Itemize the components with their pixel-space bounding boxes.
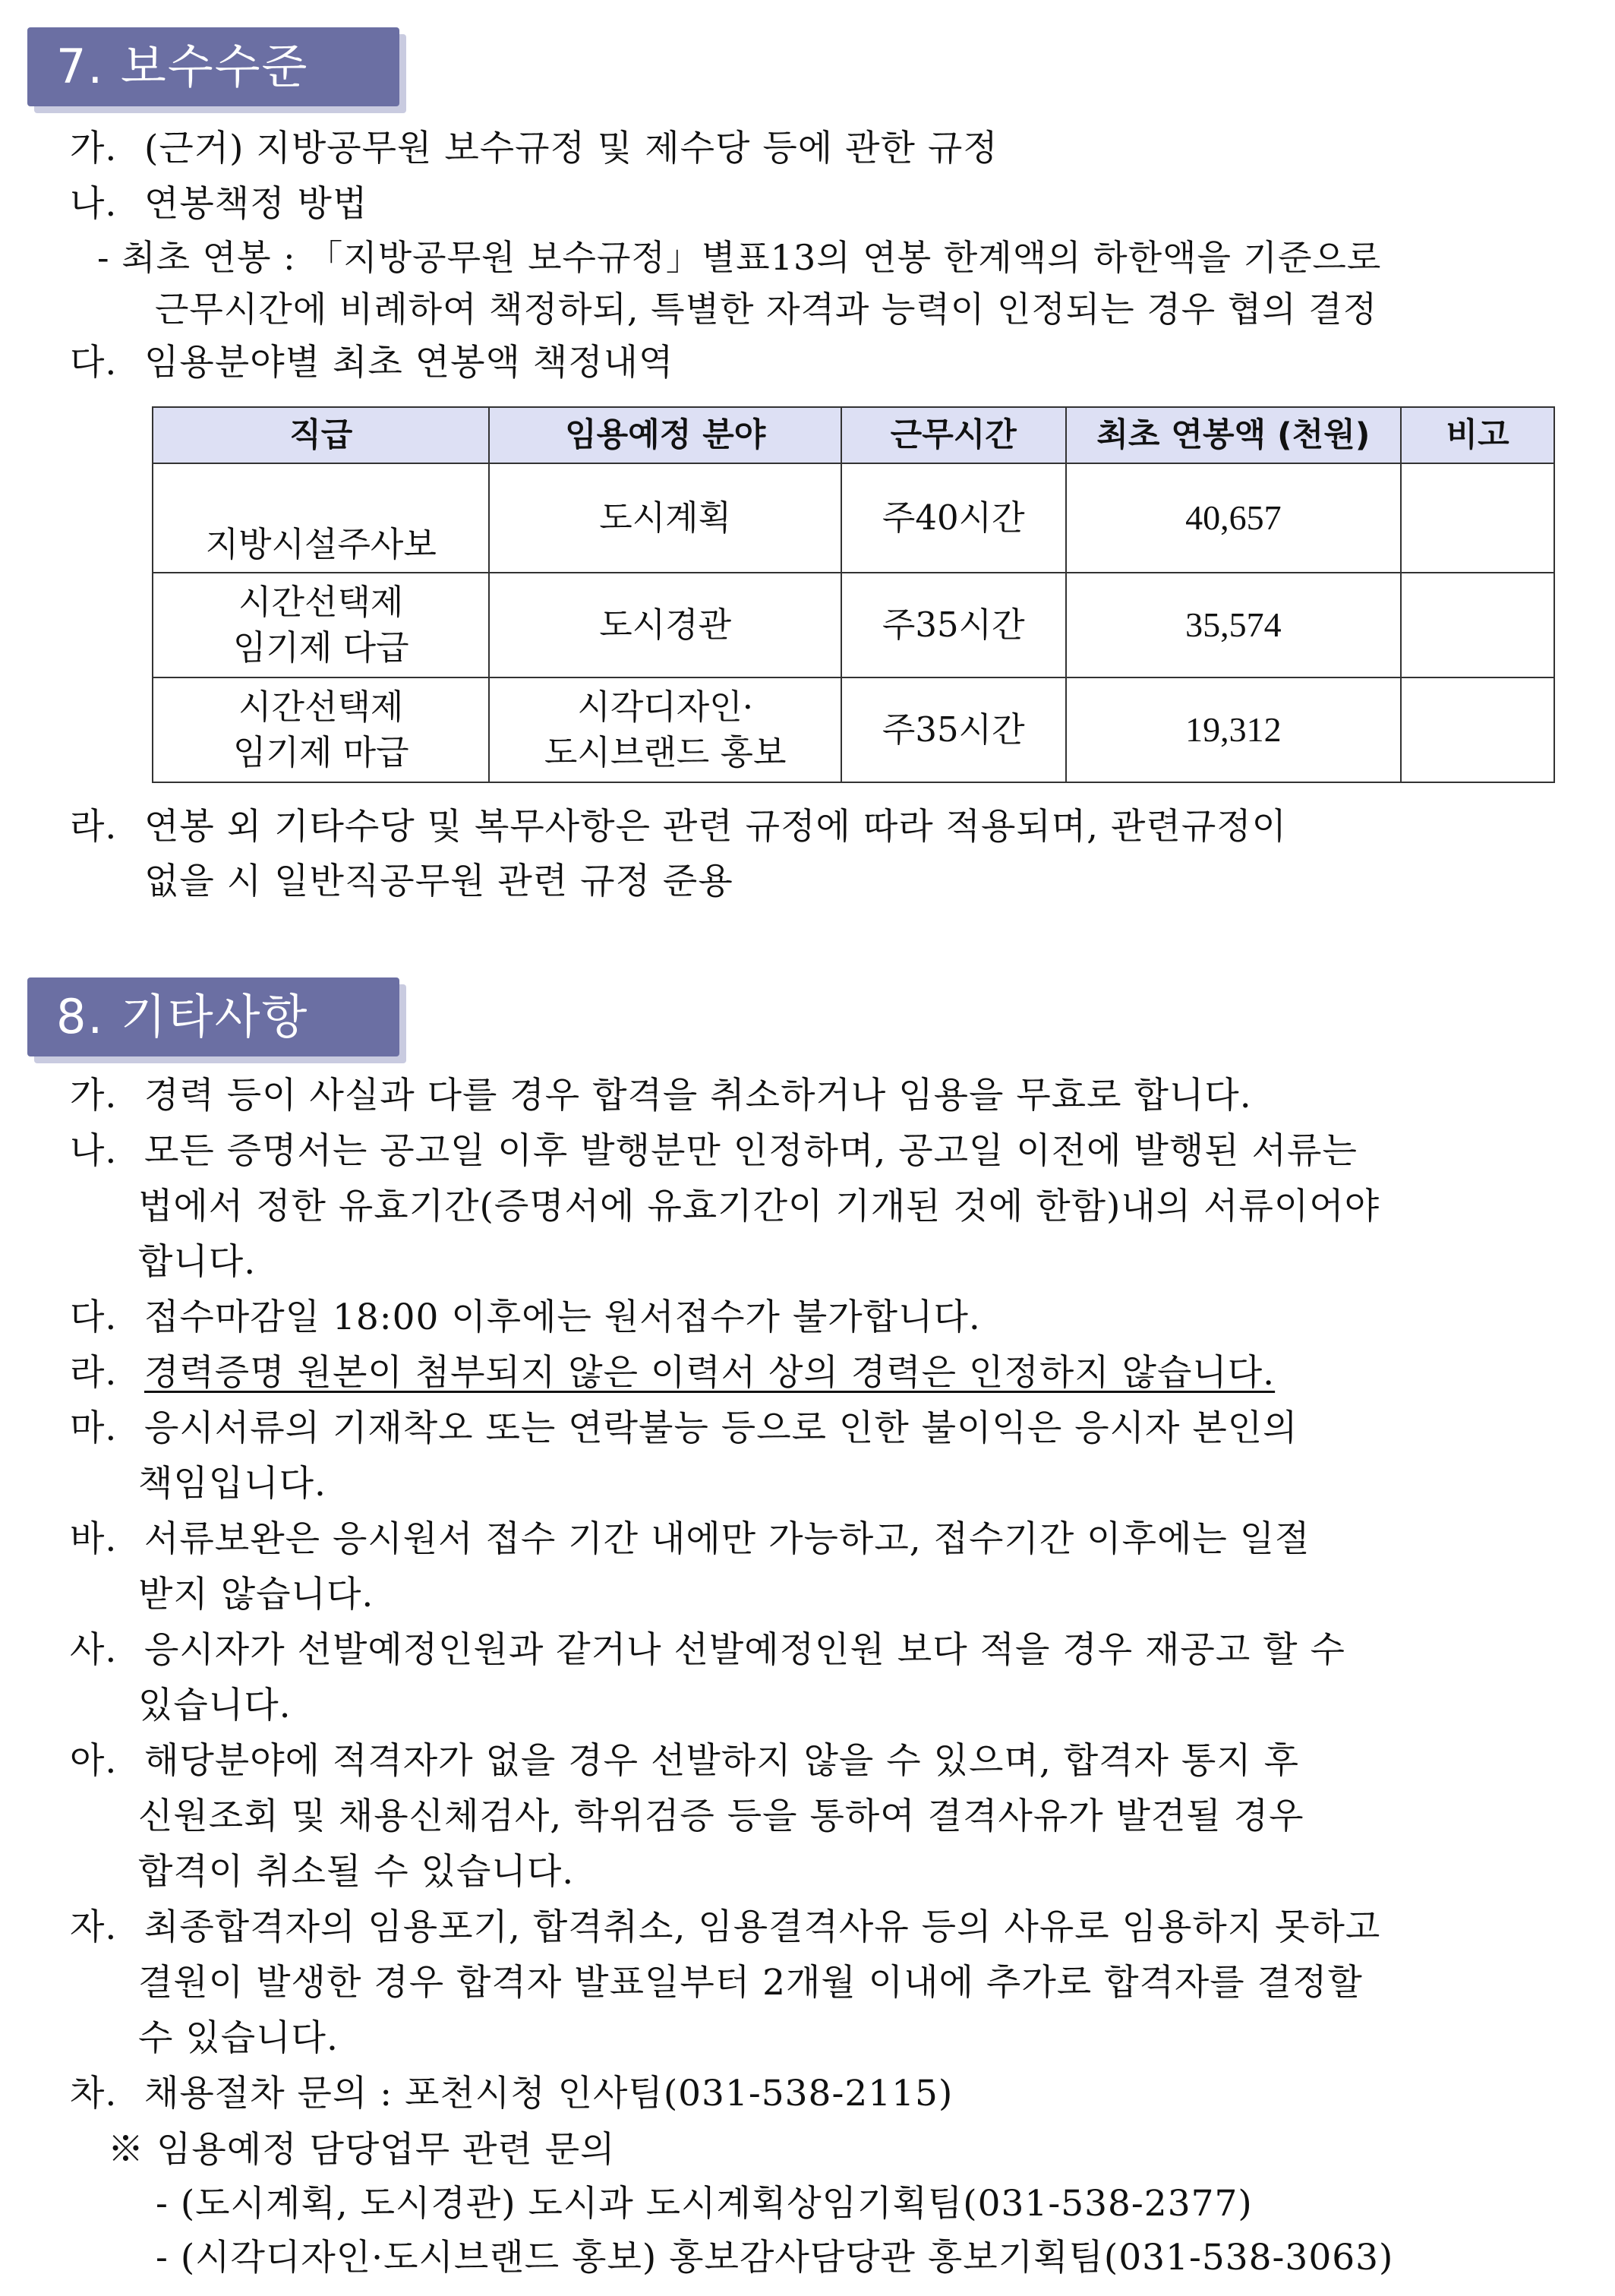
s8-item-line-continued: 책임입니다. <box>138 1463 326 1505</box>
s8-item-line-continued: 받지 않습니다. <box>138 1574 374 1615</box>
cell-salary: 19,312 <box>1066 677 1402 782</box>
item-marker: 마. <box>70 1407 118 1449</box>
item-marker: 자. <box>70 1906 118 1948</box>
col-header-field: 임용예정 분야 <box>489 407 841 463</box>
s8-item-line-first <box>70 1903 1380 1953</box>
cell-grade <box>153 573 489 677</box>
s7-bullet-line-2: 근무시간에 비례하여 책정하되, 특별한 자격과 능력이 인정되는 경우 협의 결정 <box>155 289 1378 330</box>
cell-grade-line-1: 시간선택제 <box>238 582 404 622</box>
item-marker: 라. <box>70 1352 118 1394</box>
s8-contact-1: - (도시계획, 도시경관) 도시과 도시계획상임기획팀(031-538-2377) <box>156 2183 1253 2225</box>
s8-item-line-continued: 신원조회 및 채용신체검사, 학위검증 등을 통하여 결격사유가 발견될 경우 <box>138 1795 1304 1837</box>
s8-item-line-continued: 수 있습니다. <box>138 2017 339 2059</box>
item-text: 임용분야별 최초 연봉액 책정내역 <box>144 342 674 384</box>
cell-grade-line-1: 시간선택제 <box>238 687 404 727</box>
table-row <box>153 573 1554 677</box>
col-header-salary: 최초 연봉액 (천원) <box>1066 407 1402 463</box>
item-text: 모든 증명서는 공고일 이후 발행분만 인정하며, 공고일 이전에 발행된 서류는 <box>144 1130 1358 1172</box>
section-7-header: 7. 보수수준 <box>27 27 399 106</box>
cell-grade <box>153 677 489 782</box>
item-text: 경력 등이 사실과 다를 경우 합격을 취소하거나 임용을 무효로 합니다. <box>144 1075 1252 1116</box>
s8-item-line-first <box>70 1293 981 1343</box>
section-8-header: 8. 기타사항 <box>27 977 399 1056</box>
item-marker: 가. <box>70 128 118 169</box>
cell-grade-line-2: 임기제 다급 <box>232 627 409 668</box>
s8-item-line-first <box>70 1126 1358 1176</box>
table-row <box>153 677 1554 782</box>
cell-hours: 주40시간 <box>841 463 1066 573</box>
salary-table <box>152 406 1555 783</box>
item-marker: 아. <box>70 1740 118 1782</box>
s8-contact-2: - (시각디자인·도시브랜드 홍보) 홍보감사담당관 홍보기획팀(031-538-3063) <box>156 2237 1394 2279</box>
s8-item-line-first <box>70 2069 953 2119</box>
s7-item-ga <box>70 124 998 174</box>
item-marker: 사. <box>70 1629 118 1671</box>
s7-item-ra-line-1 <box>70 802 1287 852</box>
item-marker: 나. <box>70 183 118 225</box>
s8-item-line-first <box>70 1404 1298 1454</box>
item-marker: 가. <box>70 1075 118 1116</box>
item-text: 접수마감일 18:00 이후에는 원서접수가 불가합니다. <box>144 1296 981 1338</box>
item-text: 최종합격자의 임용포기, 합격취소, 임용결격사유 등의 사유로 임용하지 못하고 <box>144 1906 1381 1948</box>
s8-item-line-continued: 있습니다. <box>138 1685 292 1726</box>
cell-note <box>1401 677 1554 782</box>
item-text: 연봉 외 기타수당 및 복무사항은 관련 규정에 따라 적용되며, 관련규정이 <box>144 806 1288 848</box>
cell-grade-line-1: 지방시설주사보 <box>205 524 437 564</box>
cell-field-line-2: 도시브랜드 홍보 <box>544 732 787 772</box>
item-marker: 바. <box>70 1518 118 1560</box>
cell-field <box>489 677 841 782</box>
cell-note <box>1401 573 1554 677</box>
s8-item-line-continued: 합격이 취소될 수 있습니다. <box>138 1851 575 1893</box>
s8-item-line-continued: 법에서 정한 유효기간(증명서에 유효기간이 기개된 것에 한함)내의 서류이어야 <box>138 1186 1380 1227</box>
cell-field-line-1: 시각디자인· <box>577 687 754 727</box>
table-row <box>153 463 1554 573</box>
item-marker: 다. <box>70 342 118 384</box>
s7-item-da <box>70 338 673 388</box>
item-text: 응시자가 선발예정인원과 같거나 선발예정인원 보다 적을 경우 재공고 할 수 <box>144 1629 1345 1671</box>
item-text: 경력증명 원본이 첨부되지 않은 이력서 상의 경력은 인정하지 않습니다. <box>144 1352 1276 1394</box>
cell-hours: 주35시간 <box>841 573 1066 677</box>
s8-item-line-first <box>70 1736 1299 1786</box>
item-marker: 나. <box>70 1130 118 1172</box>
s8-item-line-continued: 결원이 발생한 경우 합격자 발표일부터 2개월 이내에 추가로 합격자를 결정할 <box>138 1962 1363 2004</box>
item-marker: 차. <box>70 2073 118 2114</box>
s8-item-line-first <box>70 1625 1345 1675</box>
cell-hours: 주35시간 <box>841 677 1066 782</box>
cell-grade-line-2: 임기제 마급 <box>232 732 409 772</box>
cell-note <box>1401 463 1554 573</box>
cell-field: 도시경관 <box>489 573 841 677</box>
item-marker: 다. <box>70 1296 118 1338</box>
s8-item-line-first <box>70 1348 1275 1398</box>
item-text: (근거) 지방공무원 보수규정 및 제수당 등에 관한 규정 <box>144 128 998 169</box>
s8-note-title: ※ 임용예정 담당업무 관련 문의 <box>108 2129 616 2171</box>
cell-salary: 40,657 <box>1066 463 1402 573</box>
s7-bullet-line-1: - 최초 연봉 : 「지방공무원 보수규정」별표13의 연봉 한계액의 하한액을 기준으로 <box>97 237 1382 278</box>
item-text: 해당분야에 적격자가 없을 경우 선발하지 않을 수 있으며, 합격자 통지 후 <box>144 1740 1299 1782</box>
s8-item-line-first <box>70 1514 1311 1565</box>
cell-grade <box>153 463 489 573</box>
col-header-note: 비고 <box>1401 407 1554 463</box>
s7-item-ra-line-2: 없을 시 일반직공무원 관련 규정 준용 <box>144 861 733 902</box>
item-text: 응시서류의 기재착오 또는 연락불능 등으로 인한 불이익은 응시자 본인의 <box>144 1407 1298 1449</box>
cell-field: 도시계획 <box>489 463 841 573</box>
s7-item-na <box>70 179 367 229</box>
col-header-grade: 직급 <box>153 407 489 463</box>
s8-item-line-first <box>70 1071 1252 1121</box>
item-text: 채용절차 문의 : 포천시청 인사팀(031-538-2115) <box>144 2073 954 2114</box>
item-marker: 라. <box>70 806 118 848</box>
col-header-hours: 근무시간 <box>841 407 1066 463</box>
table-header-row <box>153 407 1554 463</box>
cell-salary: 35,574 <box>1066 573 1402 677</box>
item-text: 연봉책정 방법 <box>144 183 368 225</box>
item-text: 서류보완은 응시원서 접수 기간 내에만 가능하고, 접수기간 이후에는 일절 <box>144 1518 1311 1560</box>
s8-item-line-continued: 합니다. <box>138 1241 257 1283</box>
